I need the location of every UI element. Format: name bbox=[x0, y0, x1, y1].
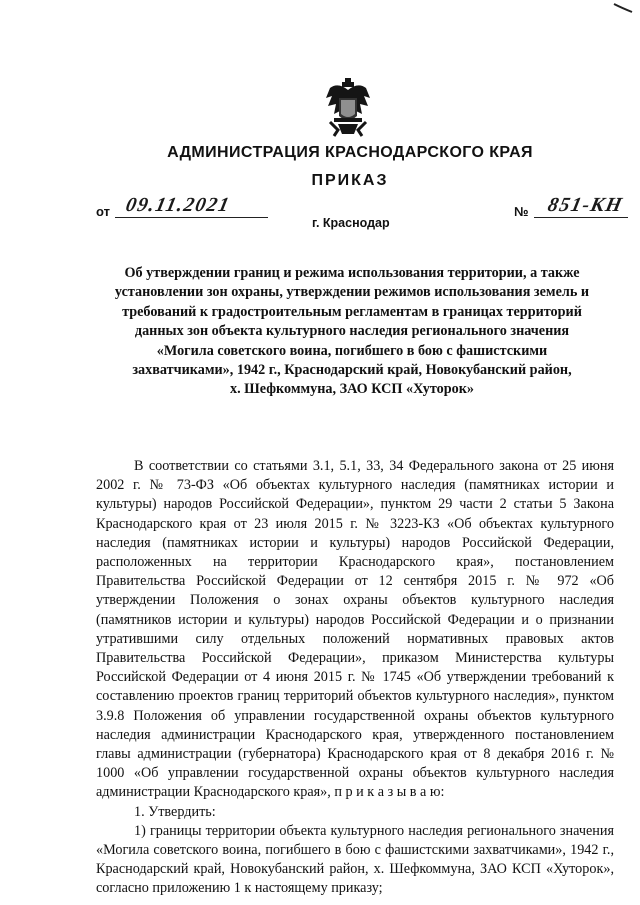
document-type: ПРИКАЗ bbox=[311, 172, 389, 189]
title-line: Об утверждении границ и режима использования территории, а также bbox=[124, 265, 580, 281]
title-line: «Могила советского воина, погибшего в бою с фашистскими bbox=[156, 342, 548, 359]
organization-name: АДМИНИСТРАЦИЯ КРАСНОДАРСКОГО КРАЯ bbox=[167, 144, 533, 161]
document-body bbox=[96, 457, 614, 899]
date-label: от bbox=[96, 204, 110, 219]
title-line: данных зон объекта культурного наследия регионального значения bbox=[134, 323, 570, 340]
document-title bbox=[104, 264, 600, 400]
title-line: х. Шефкоммуна, ЗАО КСП «Хуторок» bbox=[229, 381, 475, 398]
corner-pen-mark-icon bbox=[612, 0, 634, 14]
item-1-1-paragraph: 1) границы территории объекта культурного наследия регионального значения «Могила советского воина, погибшего в бою с фашистскими захватчиками», 1942 г., Краснодарский край, Новокубанский район, х. Шефкоммуна, ЗАО КСП «Хуторок», согласно приложению 1 к настоящему приказу; bbox=[96, 822, 614, 897]
date-underline bbox=[115, 217, 268, 218]
title-line: захватчиками», 1942 г., Краснодарский край, Новокубанский район, bbox=[132, 362, 572, 379]
number-underline bbox=[534, 217, 628, 218]
date-handwritten: 09.11.2021 bbox=[123, 194, 233, 216]
date-row bbox=[96, 196, 266, 218]
number-label: № bbox=[514, 204, 529, 219]
number-row bbox=[514, 196, 634, 218]
title-line: требований к градостроительным регламентам в границах территорий bbox=[122, 303, 582, 320]
preamble-paragraph: В соответствии со статьями 3.1, 5.1, 33, 34 Федерального закона от 25 июня 2002 г. № 73-ФЗ «Об объектах культурного наследия (памятниках истории и культуры) народов Российской Федерации», пунктом 29 части 2 статьи 5 Закона Краснодарского края от 23 июля 2015 г. № 3223-КЗ «Об объектах культурного наследия (памятниках истории и культуры) народов Российской Федерации, расположенных на территории Краснодарского края», постановлением Правительства Российской Федерации от 12 сентября 2015 г. № 972 «Об утверждении Положения о зонах охраны объектов культурного наследия (памятников истории и культуры) народов Российской Федерации и о признании утратившими силу отдельных положений нормативных правовых актов Правительства Российской Федерации», приказом Министерства культуры Российской Федерации от 4 июня 2015 г. № 1745 «Об утверждении требований к составлению проектов границ территорий объектов культурного наследия», пунктом 3.9.8 Положения об управлении государственной охраны объектов культурного наследия администрации Краснодарского края, утвержденного постановлением главы администрации (губернатора) Краснодарского края от 8 декабря 2016 г. № 1000 «Об управлении государственной охраны объектов культурного наследия администрации Краснодарского края», п р и к а з ы в а ю: bbox=[96, 458, 614, 801]
number-handwritten: 851-КН bbox=[545, 194, 626, 216]
city-name: г. Краснодар bbox=[312, 216, 390, 230]
title-line: установлении зон охраны, утверждении режимов использования земель и bbox=[114, 284, 590, 301]
coat-of-arms-icon bbox=[324, 78, 372, 138]
item-1-paragraph: 1. Утвердить: bbox=[134, 803, 216, 820]
